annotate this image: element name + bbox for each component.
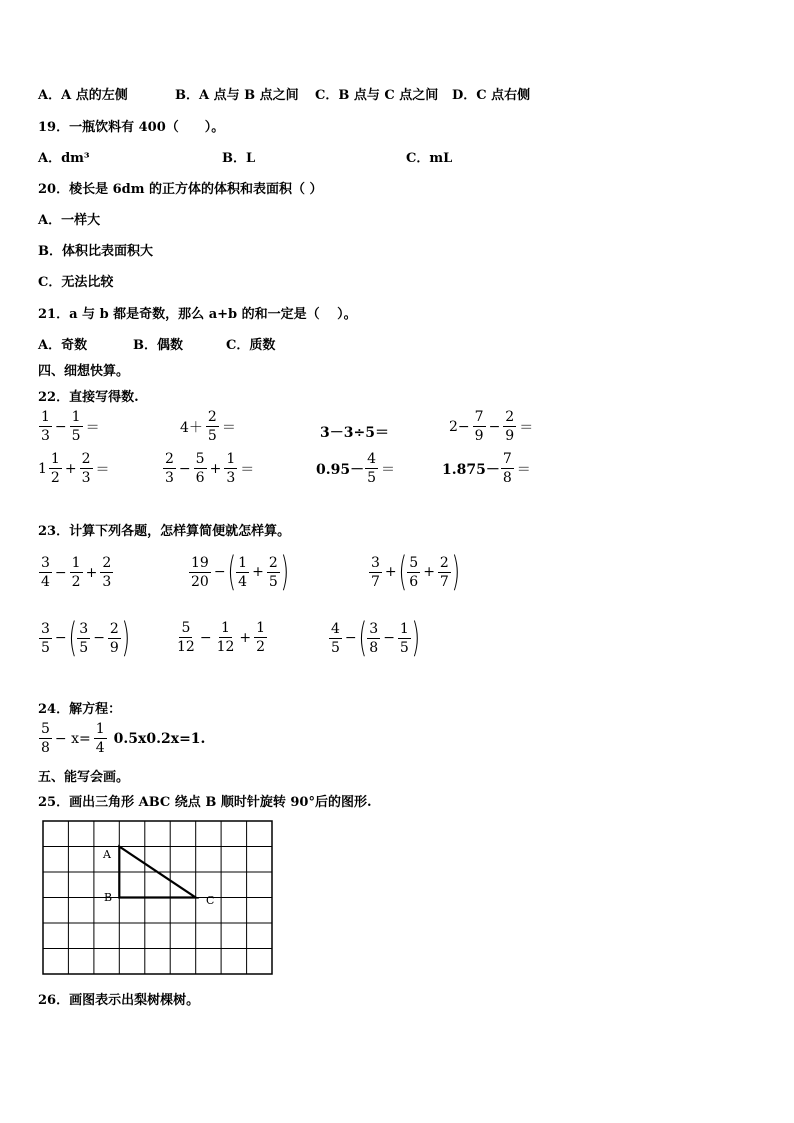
q20-stem: 20．棱长是 6dm 的正方体的体积和表面积（ ） [38, 182, 323, 197]
q22-expr-8-lead: 1.875－ [442, 461, 500, 478]
q22-expr-4: 2− $\frac{7}{9}$ − $\frac{2}{9}$ ＝ [449, 409, 534, 444]
label-b: B [104, 891, 113, 904]
label-c: C [206, 894, 215, 907]
label-a: A [103, 848, 111, 861]
q23-stem: 23．计算下列各题，怎样算简便就怎样算。 [38, 524, 291, 539]
q22-expr-7: 0.95－ $\frac{4}{5}$ ＝ [316, 451, 396, 486]
q21-option-b: B．偶数 [133, 338, 183, 353]
q18-option-b: B．A 点与 B 点之间 [175, 88, 299, 103]
section-5-heading: 五、能写会画。 [38, 770, 130, 785]
q22-expr-8: 1.875－ $\frac{7}{8}$ ＝ [442, 451, 531, 486]
q22-expr-2: 4＋ $\frac{2}{5}$ ＝ [180, 409, 236, 444]
q18-option-a: A．A 点的左侧 [38, 88, 128, 103]
q26-stem: 26．画图表示出梨树棵树。 [38, 993, 200, 1008]
q24-eq2: 0.5x0.2x=1. [113, 730, 206, 747]
q20-option-b: B．体积比表面积大 [38, 244, 153, 259]
q25-grid [42, 820, 276, 978]
q22-expr-6: $\frac{2}{3}$ − $\frac{5}{6}$ + $\frac{1}{3}$ ＝ [165, 451, 255, 486]
q24-equations: $\frac{5}{8}$ − x= $\frac{1}{4}$ 0.5x0.2x=1. [41, 721, 206, 756]
q19-option-b: B．L [222, 151, 256, 166]
q23-expr-4: $\frac{3}{5}$ − ( $\frac{3}{5}$ − $\frac{2}{9}$ ) [41, 615, 130, 661]
q19-option-c: C．mL [406, 151, 453, 166]
q20-option-c: C．无法比较 [38, 275, 114, 290]
q25-stem: 25．画出三角形 ABC 绕点 B 顺时针旋转 90°后的图形. [38, 795, 372, 810]
q23-expr-5: $\frac{5}{12}$ − $\frac{1}{12}$ + $\frac{1}{2}$ [177, 620, 266, 655]
q24-stem: 24．解方程： [38, 702, 122, 717]
q23-expr-1: $\frac{3}{4}$ − $\frac{1}{2}$ + $\frac{2}{3}$ [41, 555, 112, 590]
q21-option-c: C．质数 [226, 338, 276, 353]
q23-expr-6: $\frac{4}{5}$ − ( $\frac{3}{8}$ − $\frac{1}{5}$ ) [331, 615, 420, 661]
q22-expr-5: 1 $\frac{1}{2}$ + $\frac{2}{3}$ ＝ [38, 451, 110, 486]
q22-stem: 22．直接写得数. [38, 390, 139, 405]
q21-stem: 21．a 与 b 都是奇数，那么 a+b 的和一定是（ ）。 [38, 307, 357, 322]
q22-expr-3-text: 3－3÷5＝ [320, 425, 389, 441]
q21-option-a: A．奇数 [38, 338, 88, 353]
q22-expr-1: $\frac{1}{3}$ − $\frac{1}{5}$ ＝ [41, 409, 100, 444]
q18-option-c: C．B 点与 C 点之间 [315, 88, 439, 103]
q22-expr-7-lead: 0.95－ [316, 461, 365, 478]
q19-option-a: A．dm³ [38, 151, 90, 166]
q23-expr-3: $\frac{3}{7}$ + ( $\frac{5}{6}$ + $\frac{2}{7}$ ) [371, 549, 460, 595]
q20-option-a: A．一样大 [38, 213, 101, 228]
q23-expr-2: $\frac{19}{20}$ − ( $\frac{1}{4}$ + $\frac{2}{5}$ ) [191, 549, 289, 595]
q22-expr-3 [320, 422, 389, 442]
q19-stem: 19．一瓶饮料有 400（ ）。 [38, 120, 225, 135]
q18-option-d: D．C 点右侧 [452, 88, 531, 103]
section-4-heading: 四、细想快算。 [38, 364, 130, 379]
